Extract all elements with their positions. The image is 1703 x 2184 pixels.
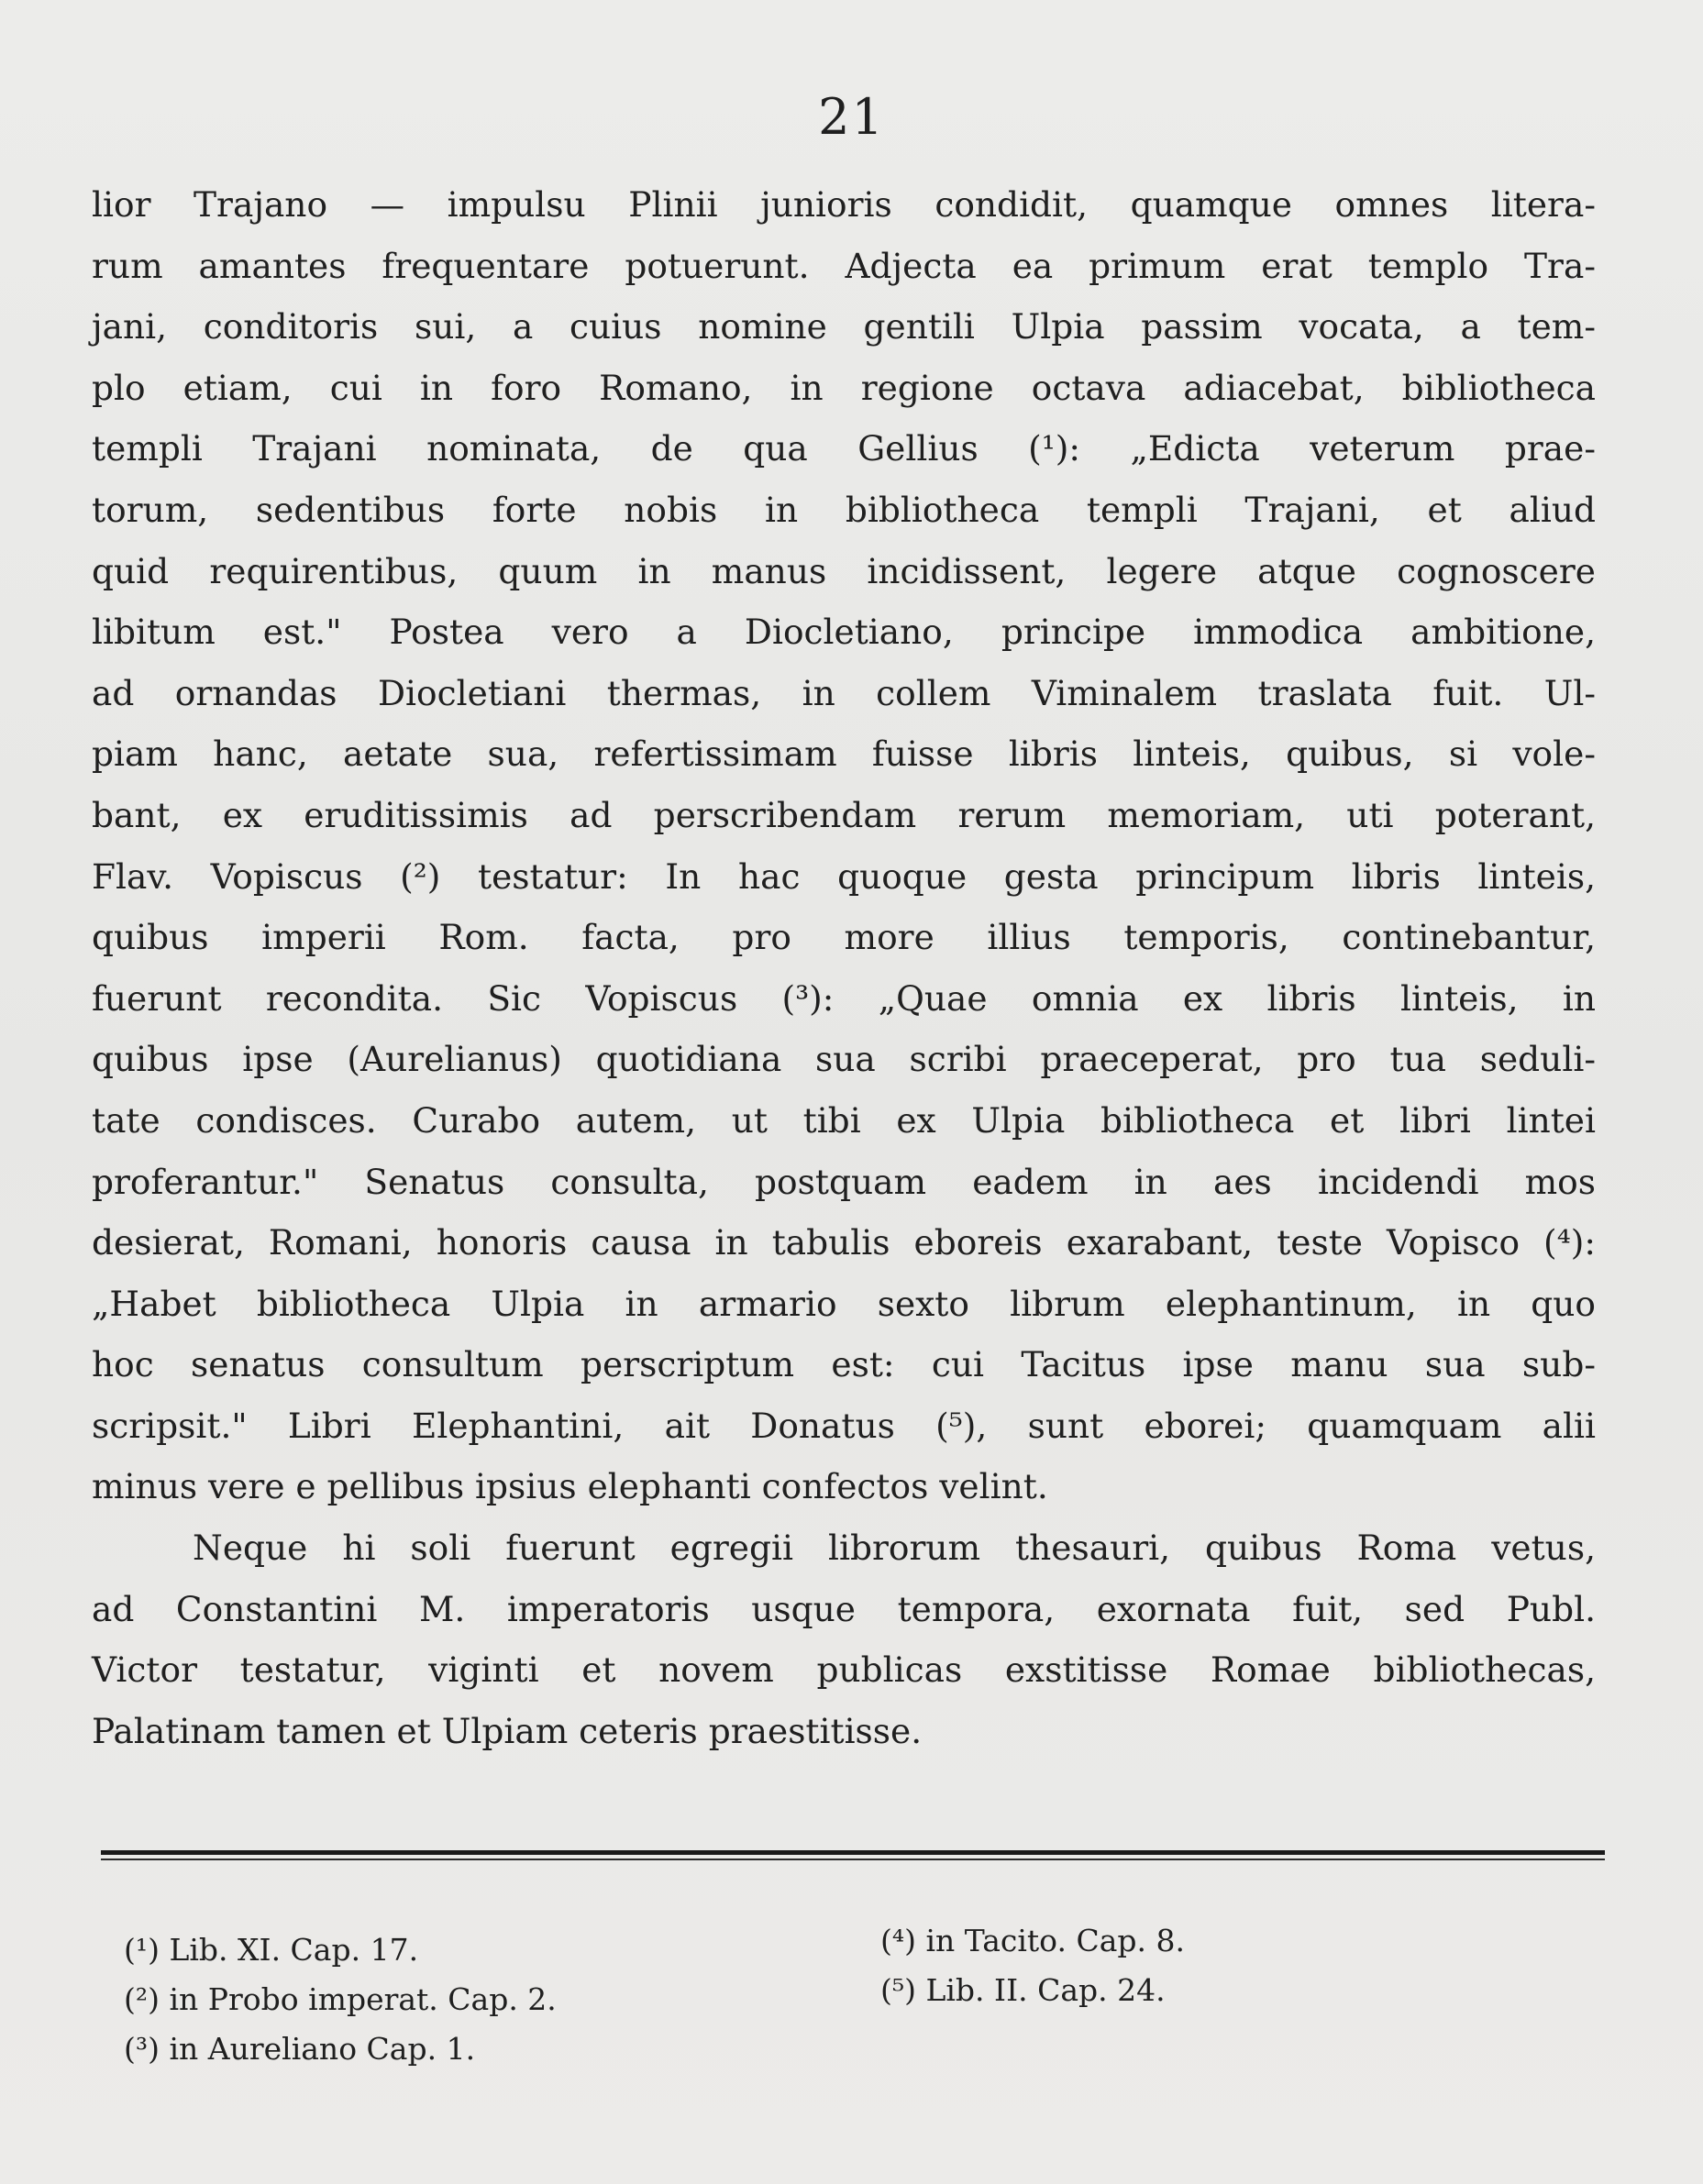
page-number: 21 — [818, 88, 885, 146]
body-line-paragraph-start: Neque hi soli fuerunt egregii librorum thesauri, quibus Roma vetus, — [193, 1528, 1596, 1569]
footnotes-right — [880, 1916, 1522, 2015]
body-line: fuerunt recondita. Sic Vopiscus (³): „Quae omnia ex libris linteis, in — [92, 977, 1596, 1019]
body-line: Palatinam tamen et Ulpiam ceteris praestitisse. — [92, 1710, 923, 1751]
body-line: plo etiam, cui in foro Romano, in regione octava adiacebat, bibliotheca — [92, 367, 1596, 408]
body-line: quid requirentibus, quum in manus incidissent, legere atque cognoscere — [92, 550, 1596, 591]
body-line: jani, conditoris sui, a cuius nomine gentili Ulpia passim vocata, a tem- — [92, 306, 1596, 347]
footnote-divider-thin — [101, 1859, 1605, 1860]
body-line: proferantur." Senatus consulta, postquam eadem in aes incidendi mos — [92, 1161, 1596, 1202]
body-line: scripsit." Libri Elephantini, ait Donatus (⁵), sunt eborei; quamquam alii — [92, 1405, 1596, 1446]
body-line: hoc senatus consultum perscriptum est: cui Tacitus ipse manu sua sub- — [92, 1344, 1596, 1385]
body-line: bant, ex eruditissimis ad perscribendam rerum memoriam, uti poterant, — [92, 794, 1596, 835]
body-line: ad Constantini M. imperatoris usque tempora, exornata fuit, sed Publ. — [92, 1588, 1596, 1629]
body-line: quibus ipse (Aurelianus) quotidiana sua scribi praeceperat, pro tua seduli- — [92, 1039, 1596, 1080]
body-line: minus vere e pellibus ipsius elephanti confectos velint. — [92, 1466, 1048, 1507]
body-line: tate condisces. Curabo autem, ut tibi ex Ulpia bibliotheca et libri lintei — [92, 1099, 1596, 1141]
footnote: (²) in Probo imperat. Cap. 2. — [124, 1981, 557, 2017]
body-line: torum, sedentibus forte nobis in bibliotheca templi Trajani, et aliud — [92, 489, 1596, 530]
footnote: (⁵) Lib. II. Cap. 24. — [880, 1972, 1166, 2008]
footnote: (⁴) in Tacito. Cap. 8. — [880, 1923, 1185, 1958]
body-line: desierat, Romani, honoris causa in tabulis eboreis exarabant, teste Vopisco (⁴): — [92, 1222, 1596, 1263]
body-line: Flav. Vopiscus (²) testatur: In hac quoque gesta principum libris linteis, — [92, 855, 1596, 897]
body-line: piam hanc, aetate sua, refertissimam fuisse libris linteis, quibus, si vole- — [92, 734, 1596, 775]
body-line: templi Trajani nominata, de qua Gellius (¹): „Edicta veterum prae- — [92, 428, 1596, 469]
body-line: Victor testatur, viginti et novem publicas exstitisse Romae bibliothecas, — [92, 1649, 1596, 1691]
footnote-divider — [101, 1850, 1605, 1855]
body-line: rum amantes frequentare potuerunt. Adjecta ea primum erat templo Tra- — [92, 245, 1596, 286]
body-line: lior Trajano — impulsu Plinii junioris condidit, quamque omnes litera- — [92, 184, 1596, 225]
body-text — [92, 174, 1596, 1761]
footnotes-left — [124, 1925, 766, 2074]
footnote: (¹) Lib. XI. Cap. 17. — [124, 1932, 419, 1968]
body-line: libitum est." Postea vero a Diocletiano, principe immodica ambitione, — [92, 612, 1596, 653]
footnote: (³) in Aureliano Cap. 1. — [124, 2031, 476, 2067]
body-line: quibus imperii Rom. facta, pro more illius temporis, continebantur, — [92, 917, 1596, 958]
body-line: „Habet bibliotheca Ulpia in armario sexto librum elephantinum, in quo — [92, 1283, 1596, 1324]
body-line: ad ornandas Diocletiani thermas, in collem Viminalem traslata fuit. Ul- — [92, 672, 1596, 713]
